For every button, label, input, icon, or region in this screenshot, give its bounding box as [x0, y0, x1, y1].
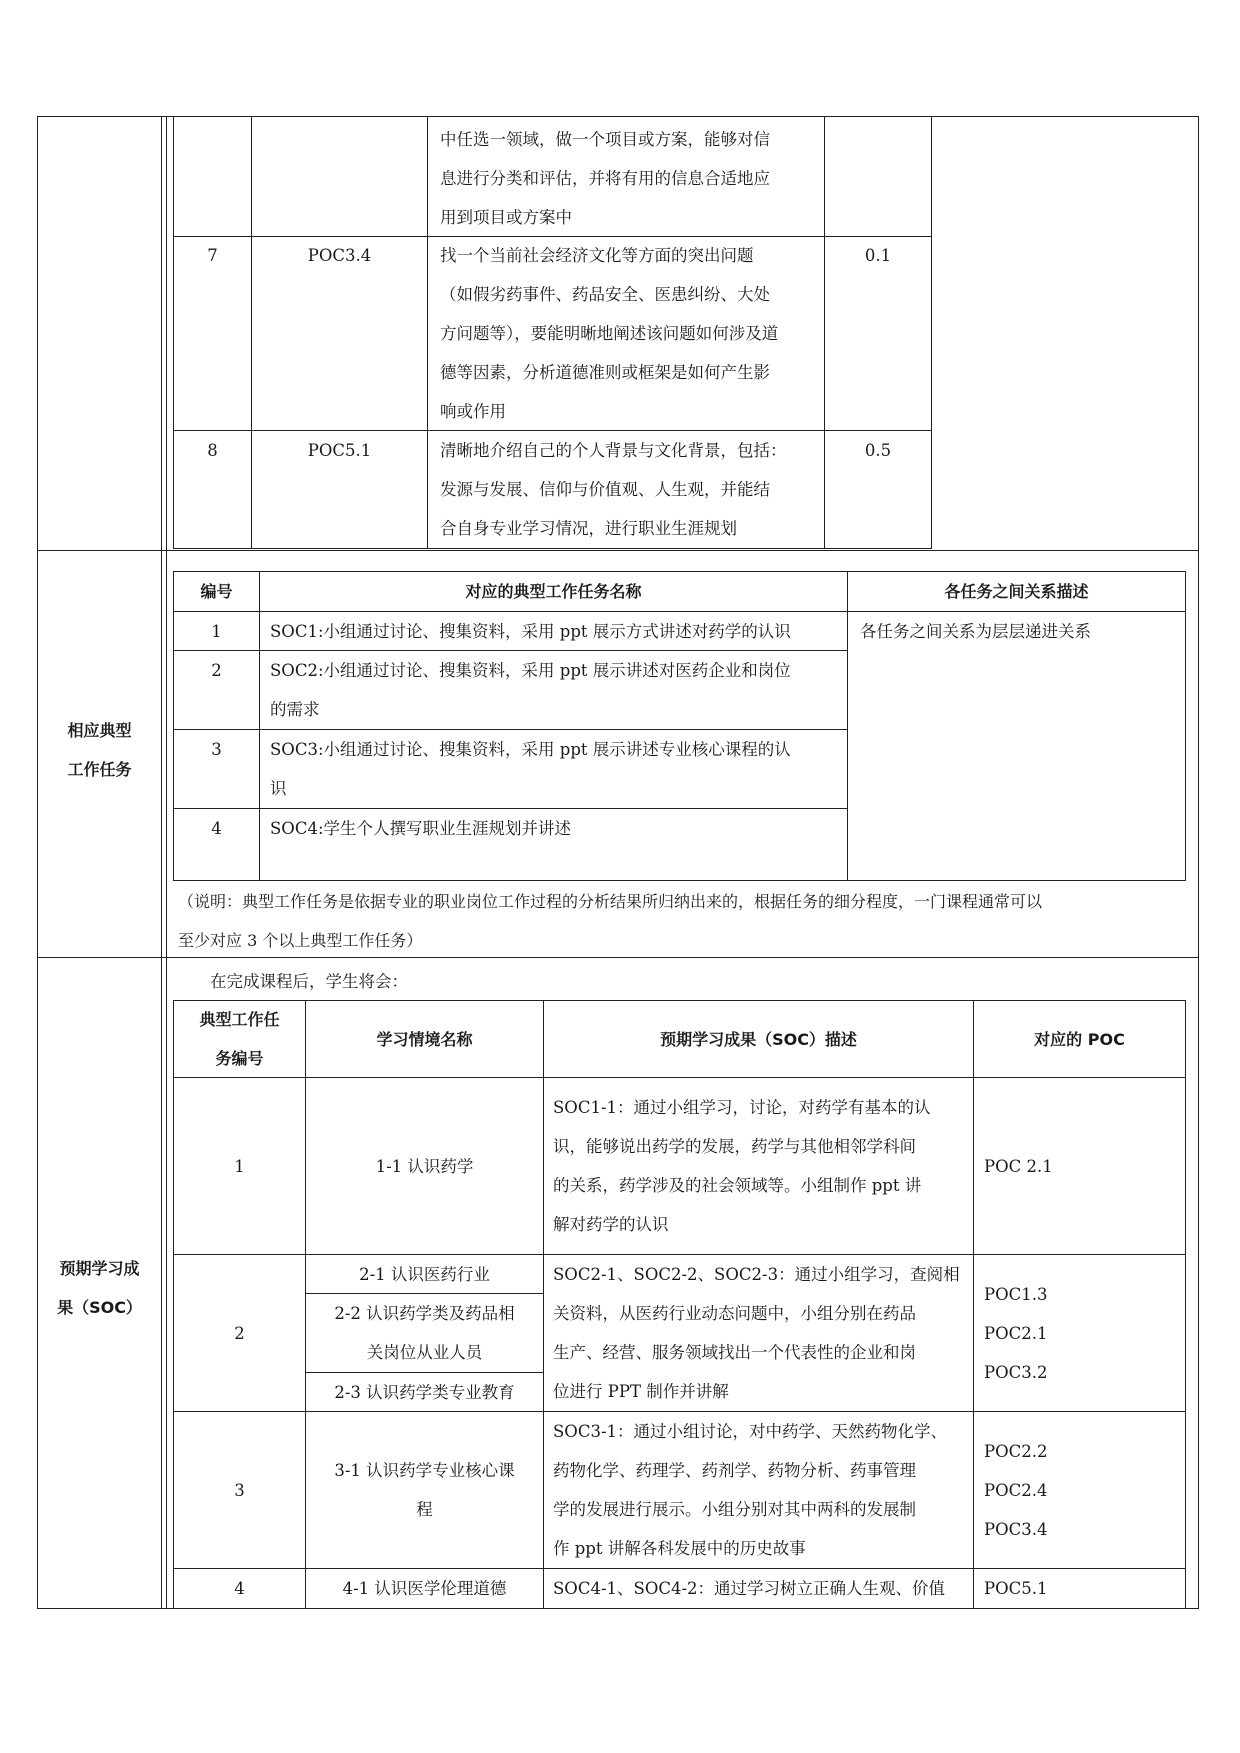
row-8-number: 8 — [207, 441, 218, 460]
soc-row-1-task-number: 1 — [234, 1156, 245, 1176]
task-4-name: SOC4:学生个人撰写职业生涯规划并讲述 — [270, 819, 572, 838]
outer-right-border — [1198, 116, 1199, 1609]
row-7-poc: POC3.4 — [307, 246, 372, 265]
task-3-name: SOC3:小组通过讨论、搜集资料，采用 ppt 展示讲述专业核心课程的认 识 — [270, 740, 791, 798]
task-2-name: SOC2:小组通过讨论、搜集资料，采用 ppt 展示讲述对医药企业和岗位 的需求 — [270, 661, 791, 719]
top-table-right-border — [931, 116, 932, 549]
row-7-weight: 0.1 — [864, 246, 892, 265]
soc-row-1-poc: POC 2.1 — [984, 1156, 1053, 1176]
tasks-relation-description: 各任务之间关系为层层递进关系 — [860, 622, 1091, 641]
soc-row-2-poc: POC1.3 POC2.1 POC3.2 — [984, 1285, 1048, 1382]
top-table-col-divider-2 — [427, 116, 428, 549]
tasks-col-right-border — [1185, 571, 1186, 881]
soc-row-3-poc: POC2.2 POC2.4 POC3.4 — [984, 1442, 1048, 1539]
soc-header-description: 预期学习成果（SOC）描述 — [660, 1029, 857, 1049]
soc-row-4-context: 4-1 认识医学伦理道德 — [342, 1579, 507, 1598]
task-3-number: 3 — [211, 740, 222, 759]
outer-bottom-border — [37, 1608, 1199, 1609]
soc-row-4-poc: POC5.1 — [984, 1579, 1048, 1598]
section-label-typical-tasks: 相应典型 工作任务 — [67, 721, 132, 779]
top-table-bottom-line — [173, 548, 932, 549]
label-column-divider-b — [166, 116, 167, 1609]
soc-row-3-task-number: 3 — [234, 1480, 245, 1500]
label-column-divider-a — [161, 116, 162, 1609]
soc-row-1-description: SOC1-1：通过小组学习，讨论，对药学有基本的认 识，能够说出药学的发展，药学与其他相邻学科间 的关系，药学涉及的社会领域等。小组制作 ppt 讲 解对药学的认识 — [553, 1098, 931, 1234]
soc-row-2-context-2: 2-2 认识药学类及药品相 关岗位从业人员 — [334, 1304, 515, 1362]
row-8-weight: 0.5 — [864, 441, 892, 460]
row-8-poc: POC5.1 — [307, 441, 372, 460]
task-1-name: SOC1:小组通过讨论、搜集资料，采用 ppt 展示方式讲述对药学的认识 — [270, 622, 791, 641]
soc-row-2-context-3: 2-3 认识药学类专业教育 — [334, 1382, 515, 1402]
row-8-description: 清晰地介绍自己的个人背景与文化背景，包括： 发源与发展、信仰与价值观、人生观，并能结 合自身专业学习情况，进行职业生涯规划 — [440, 441, 787, 538]
outer-top-border — [37, 116, 1199, 117]
soc-row-3-context: 3-1 认识药学专业核心课 程 — [334, 1461, 515, 1519]
soc-row-4-task-number: 4 — [234, 1579, 245, 1598]
soc-row-2-description: SOC2-1、SOC2-2、SOC2-3：通过小组学习，查阅相 关资料，从医药行业动态问题中，小组分别在药品 生产、经营、服务领域找出一个代表性的企业和岗 位进行 PPT 制作并讲解 — [553, 1265, 960, 1401]
soc-row-2-context-1: 2-1 认识医药行业 — [359, 1264, 490, 1284]
soc-row-3-description: SOC3-1：通过小组讨论，对中药学、天然药物化学、 药物化学、药理学、药剂学、药物分析、药事管理 学的发展进行展示。小组分别对其中两科的发展制 作 ppt 讲解各科发展中的历史故事 — [553, 1422, 948, 1558]
task-2-number: 2 — [211, 661, 222, 680]
row-7-description: 找一个当前社会经济文化等方面的突出问题 （如假劣药事件、药品安全、医患纠纷、大处 方问题等），要能明晰地阐述该问题如何涉及道 德等因素，分析道德准则或框架是如何产生影 响或作用 — [440, 246, 779, 421]
tasks-header-relation: 各任务之间关系描述 — [944, 582, 1089, 601]
tasks-col-divider-1 — [259, 571, 260, 881]
soc-intro: 在完成课程后，学生将会： — [210, 972, 408, 991]
soc-col-divider-3 — [973, 1000, 974, 1608]
section-label-soc: 预期学习成 果（SOC） — [57, 1259, 142, 1317]
section-divider-1 — [37, 550, 1199, 551]
soc-row-4-description: SOC4-1、SOC4-2：通过学习树立正确人生观、价值 — [553, 1579, 946, 1598]
soc-row-1-context: 1-1 认识药学 — [375, 1156, 474, 1176]
outer-left-border — [37, 116, 38, 1609]
tasks-col-divider-2 — [847, 571, 848, 881]
soc-header-task-number: 典型工作任 务编号 — [199, 1010, 280, 1068]
tasks-header-name: 对应的典型工作任务名称 — [465, 582, 642, 601]
row-7-number: 7 — [207, 246, 218, 265]
task-1-number: 1 — [211, 622, 222, 641]
soc-header-poc: 对应的 POC — [1034, 1029, 1125, 1049]
tasks-header-number: 编号 — [200, 582, 233, 601]
top-table-left-border — [173, 116, 174, 549]
soc-row-2-task-number: 2 — [234, 1323, 245, 1343]
top-table-col-divider-3 — [824, 116, 825, 549]
tasks-explanatory-note: （说明：典型工作任务是依据专业的职业岗位工作过程的分析结果所归纳出来的，根据任务的细分程度，一门课程通常可以 至少对应 3 个以上典型工作任务） — [178, 892, 1043, 950]
continued-description: 中任选一领域，做一个项目或方案，能够对信 息进行分类和评估，并将有用的信息合适地应 用到项目或方案中 — [440, 130, 770, 227]
top-table-col-divider-1 — [251, 116, 252, 549]
soc-header-context: 学习情境名称 — [376, 1029, 473, 1049]
soc-col-divider-2 — [543, 1000, 544, 1608]
tasks-table-bottom-border — [173, 880, 1186, 881]
soc-col-right-border — [1185, 1000, 1186, 1608]
task-4-number: 4 — [211, 819, 222, 838]
